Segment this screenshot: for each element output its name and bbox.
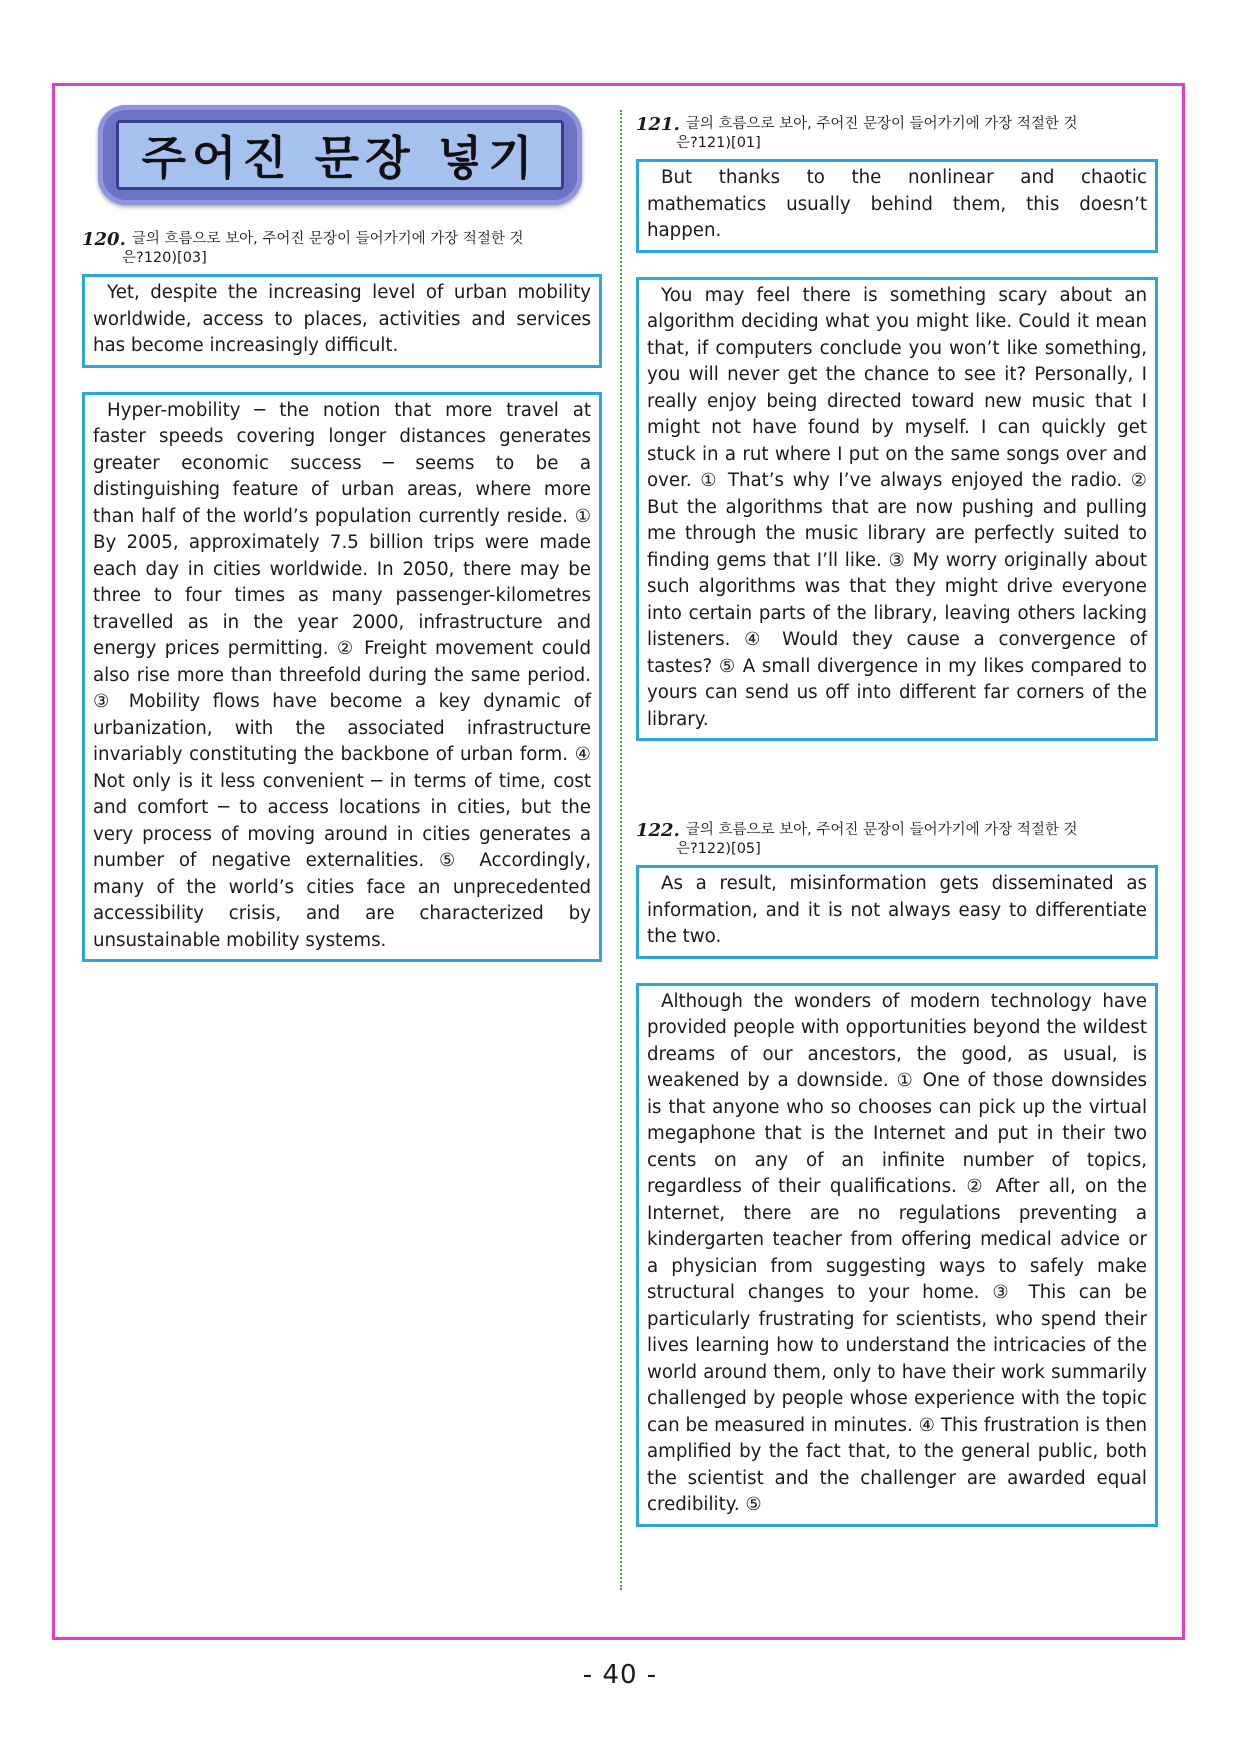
page-number: - 40 - (582, 1660, 658, 1690)
question-prompt: 글의 흐름으로 보아, 주어진 문장이 들어가기에 가장 적절한 것 (685, 822, 1078, 838)
passage-text: Although the wonders of modern technology have provided people with opportunities beyond the wildest dreams of our ancestors, the good, as usual, is weakened by a downside. ① One of those downsides is that anyone who so chooses can pick up the virtual megaphone that is the Internet and put in their two cents on any of an infinite number of topics, regardless of their qualifications. ② After all, on the Internet, there are no regulations preventing a kindergarten teacher from offering medical advice or a physician from suggesting ways to safely make structural changes to your home. ③ This can be particularly frustrating for scientists, who spend their lives learning how to understand the intricacies of the world around them, only to have their work summarily challenged by people whose experience with the topic can be measured in minutes. ④ This frustration is then amplified by the fact that, to the general public, both the scientist and the challenger are awarded equal credibility. ⑤ (647, 990, 1147, 1515)
question-number: 122. (636, 820, 680, 841)
question-prompt: 글의 흐름으로 보아, 주어진 문장이 들어가기에 가장 적절한 것 (131, 231, 524, 247)
question-prompt-cont: 은?120)[03] (122, 250, 207, 266)
question-prompt: 글의 흐름으로 보아, 주어진 문장이 들어가기에 가장 적절한 것 (685, 116, 1078, 132)
passage-box (82, 392, 602, 963)
given-sentence: Yet, despite the increasing level of urban mobility worldwide, access to places, activities and services has become increasingly difficult. (93, 282, 591, 356)
given-sentence: But thanks to the nonlinear and chaotic mathematics usually behind them, this doesn’t happen. (647, 167, 1147, 241)
column-divider (620, 110, 622, 1590)
question-number: 120. (82, 229, 126, 250)
question-prompt-cont: 은?121)[01] (676, 135, 761, 151)
question-121 (636, 115, 1158, 741)
passage-text: Hyper-mobility ─ the notion that more travel at faster speeds covering longer distances generates greater economic success ─ seems to be a distinguishing feature of urban areas, where more than half of the world’s population currently reside. ① By 2005, approximately 7.5 billion trips were made each day in cities worldwide. In 2050, there may be three to four times as many passenger-kilometres travelled as in the year 2000, infrastructure and energy prices permitting. ② Freight movement could also rise more than threefold during the same period. ③ Mobility flows have become a key dynamic of urbanization, with the associated infrastructure invariably constituting the backbone of urban form. ④ Not only is it less convenient ─ in terms of time, cost and comfort ─ to access locations in cities, but the very process of moving around in cities generates a number of negative externalities. ⑤ Accordingly, many of the world’s cities face an unprecedented accessibility crisis, and are characterized by unsustainable mobility systems. (93, 399, 591, 951)
question-number: 121. (636, 114, 680, 135)
given-sentence-box (636, 865, 1158, 959)
left-column (82, 105, 602, 962)
section-title-frame (116, 120, 564, 190)
given-sentence: As a result, misinformation gets disseminated as information, and it is not always easy to differentiate the two. (647, 873, 1147, 947)
question-header (636, 115, 1158, 134)
question-120 (82, 230, 602, 962)
passage-box (636, 277, 1158, 742)
question-header (636, 821, 1158, 840)
question-prompt-cont: 은?122)[05] (676, 841, 761, 857)
passage-box (636, 983, 1158, 1527)
given-sentence-box (82, 274, 602, 368)
right-column (636, 115, 1158, 1527)
section-title: 주어진 문장 넣기 (141, 131, 539, 185)
question-header (82, 230, 602, 249)
section-title-badge (98, 105, 582, 205)
given-sentence-box (636, 159, 1158, 253)
passage-text: You may feel there is something scary about an algorithm deciding what you might like. Could it mean that, if computers conclude you won’t like something, you will never get the chance to see it? Personally, I really enjoy being directed toward new music that I might not have found by myself. I can quickly get stuck in a rut where I put on the same songs over and over. ① That’s why I’ve always enjoyed the radio. ② But the algorithms that are now pushing and pulling me through the music library are perfectly suited to finding gems that I’ll like. ③ My worry originally about such algorithms was that they might drive everyone into certain parts of the library, leaving others lacking listeners. ④ Would they cause a convergence of tastes? ⑤ A small divergence in my likes compared to yours can send us off into different far corners of the library. (647, 284, 1147, 730)
question-122 (636, 821, 1158, 1527)
